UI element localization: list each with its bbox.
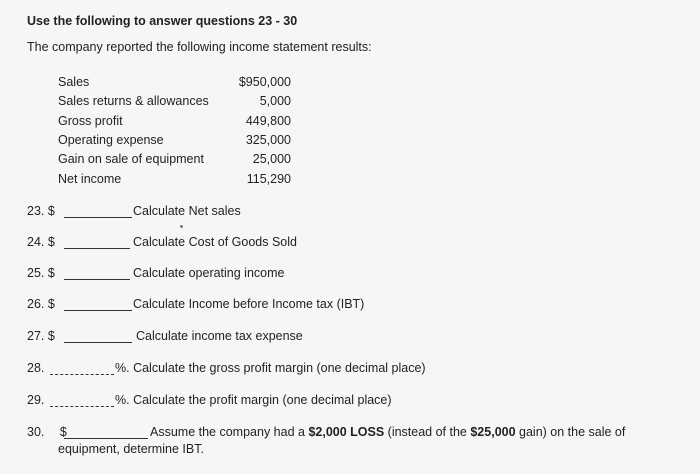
answer-blank-28[interactable] xyxy=(50,374,114,375)
question-23-number: 23. $ xyxy=(27,204,55,218)
stmt-value-sales: $950,000 xyxy=(238,75,291,89)
question-30-text-line2: equipment, determine IBT. xyxy=(58,442,204,456)
question-24-number: 24. $ xyxy=(27,235,55,249)
cursor-dot xyxy=(180,225,183,228)
question-29-text: %. Calculate the profit margin (one decimal place) xyxy=(115,393,392,407)
question-28-text: %. Calculate the gross profit margin (one decimal place) xyxy=(115,361,426,375)
answer-blank-24[interactable] xyxy=(64,248,130,249)
answer-blank-29[interactable] xyxy=(50,406,114,407)
answer-blank-23[interactable] xyxy=(64,217,132,218)
question-30-text: Assume the company had a $2,000 LOSS (instead of the $25,000 gain) on the sale of xyxy=(150,425,626,439)
stmt-value-operating-expense: 325,000 xyxy=(245,133,291,147)
stmt-label-gross-profit: Gross profit xyxy=(58,114,123,128)
stmt-label-gain: Gain on sale of equipment xyxy=(58,152,204,166)
question-30-number: 30. $ xyxy=(27,425,67,439)
question-26-text: Calculate Income before Income tax (IBT) xyxy=(133,297,365,311)
intro-text: The company reported the following income statement results: xyxy=(27,40,372,54)
question-27-text: Calculate income tax expense xyxy=(136,329,303,343)
answer-blank-26[interactable] xyxy=(64,310,132,311)
stmt-value-returns: 5,000 xyxy=(259,94,291,108)
stmt-value-net-income: 115,290 xyxy=(246,172,291,186)
answer-blank-30[interactable] xyxy=(64,438,148,439)
stmt-value-gain: 25,000 xyxy=(252,152,291,166)
question-23-text: Calculate Net sales xyxy=(133,204,241,218)
question-25-text: Calculate operating income xyxy=(133,266,285,280)
stmt-label-returns: Sales returns & allowances xyxy=(58,94,209,108)
stmt-value-gross-profit: 449,800 xyxy=(245,114,291,128)
loss-amount: $2,000 LOSS xyxy=(308,425,385,439)
stmt-label-sales: Sales xyxy=(58,75,90,89)
answer-blank-27[interactable] xyxy=(64,342,132,343)
question-24-text: Calculate Cost of Goods Sold xyxy=(133,235,297,249)
question-25-number: 25. $ xyxy=(27,266,55,280)
instructions-heading: Use the following to answer questions 23 - 30 xyxy=(27,14,298,28)
question-29-number: 29. xyxy=(27,393,45,407)
question-28-number: 28. xyxy=(27,361,45,375)
answer-blank-25[interactable] xyxy=(64,279,130,280)
stmt-label-net-income: Net income xyxy=(58,172,122,186)
stmt-label-operating-expense: Operating expense xyxy=(58,133,164,147)
gain-amount: $25,000 xyxy=(470,425,516,439)
question-26-number: 26. $ xyxy=(27,297,55,311)
question-27-number: 27. $ xyxy=(27,329,55,343)
